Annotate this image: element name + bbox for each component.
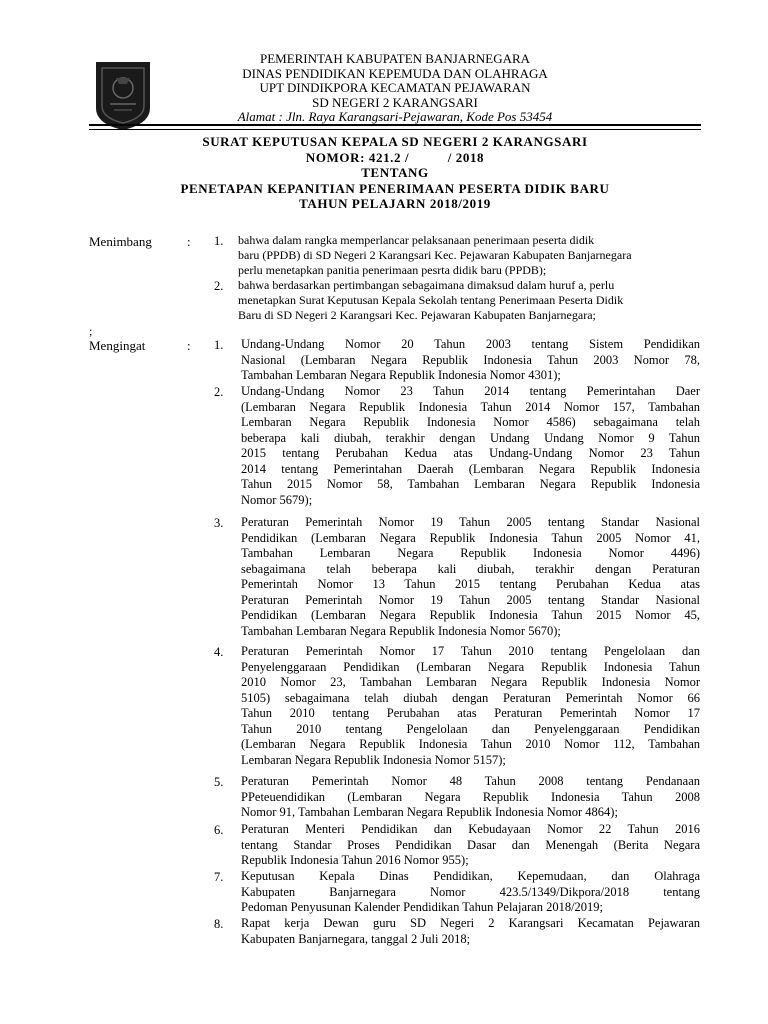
mengingat-line: Nasional (Lembaran Negara Republik Indonesia Tahun 2003 Nomor 78,: [241, 352, 700, 367]
mengingat-label: Mengingat: [89, 338, 146, 353]
mengingat-item: [241, 337, 700, 384]
menimbang-label: Menimbang: [89, 234, 152, 249]
menimbang-line: Baru di SD Negeri 2 Karangsari Kec. Pejawaran Kabupaten Banjarnegara;: [238, 308, 596, 322]
mengingat-line: (Lembaran Negara Republik Indonesia Tahun 2010 Nomor 112, Tambahan: [241, 737, 700, 751]
mengingat-item-number: 3.: [214, 516, 224, 530]
mengingat-item-number: 7.: [214, 870, 224, 884]
mengingat-line: PPeteuendidikan (Lembaran Negara Republik Indonesia Tahun 2008: [241, 789, 700, 804]
mengingat-line: Lembaran Negara Republik Indonesia Nomor 4586) sebagaimana telah: [241, 415, 700, 429]
mengingat-item: [241, 869, 700, 916]
mengingat-line: Tahun 2015 Nomor 58, Tambahan Lembaran Negara Republik Indonesia: [241, 477, 700, 491]
mengingat-line: Nomor 91, Tambahan Lembaran Negara Republik Indonesia Nomor 4864);: [241, 805, 618, 819]
mengingat-line: 2014 tentang Pemerintahan Daerah (Lembaran Negara Republik Indonesia: [241, 461, 700, 476]
mengingat-line: Undang-Undang Nomor 23 Tahun 2014 tentang Pemerintahan Daer: [241, 384, 700, 398]
mengingat-line: Kabupaten Banjarnegara, tanggal 2 Juli 2018;: [241, 931, 471, 946]
mengingat-line: Lembaran Negara Republik Indonesia Nomor 5157);: [241, 752, 506, 767]
decree-year: TAHUN PELAJARN 2018/2019: [299, 196, 491, 211]
mengingat-line: Penyelenggaraan Pendidikan (Lembaran Negara Republik Indonesia Tahun: [241, 659, 700, 674]
menimbang-line: baru (PPDB) di SD Negeri 2 Karangsari Kec. Pejawaran Kabupaten Banjarnegara: [238, 248, 632, 262]
mengingat-line: Pendidikan (Lembaran Negara Republik Indonesia Tahun 2005 Nomor 41,: [241, 530, 700, 545]
mengingat-line: Tambahan Lembaran Negara Republik Indonesia Nomor 5670);: [241, 623, 561, 638]
letterhead-upt: UPT DINDIKPORA KECAMATAN PEJAWARAN: [259, 80, 531, 95]
mengingat-line: Rapat kerja Dewan guru SD Negeri 2 Karangsari Kecamatan Pejawaran: [241, 916, 700, 930]
mengingat-line: Peraturan Pemerintah Nomor 48 Tahun 2008 tentang Pendanaan: [241, 774, 700, 788]
decree-title: [89, 134, 701, 212]
mengingat-item: [241, 774, 700, 821]
mengingat-line: Republik Indonesia Tahun 2016 Nomor 955);: [241, 853, 469, 867]
menimbang-item: [238, 233, 700, 278]
mengingat-item-number: 1.: [214, 338, 224, 352]
mengingat-line: Keputusan Kepala Dinas Pendidikan, Kepemudaan, dan Olahraga: [241, 869, 700, 883]
mengingat-line: Peraturan Pemerintah Nomor 19 Tahun 2005 tentang Standar Nasional: [241, 515, 700, 529]
letterhead-government: PEMERINTAH KABUPATEN BANJARNEGARA: [259, 51, 531, 66]
mengingat-item: [241, 916, 700, 947]
mengingat-line: tentang Standar Proses Pendidikan Dasar dan Menengah (Berita Negara: [241, 837, 700, 852]
menimbang-line: bahwa dalam rangka memperlancar pelaksanaan penerimaan peserta didik: [238, 233, 595, 247]
menimbang-item: [238, 278, 700, 323]
menimbang-colon: :: [187, 234, 191, 249]
menimbang-line: bahwa berdasarkan pertimbangan sebagaimana dimaksud dalam huruf a, perlu: [238, 278, 615, 292]
mengingat-line: Peraturan Pemerintah Nomor 17 Tahun 2010 tentang Pengelolaan dan: [241, 644, 700, 658]
mengingat-item-number: 6.: [214, 823, 224, 837]
decree-number: NOMOR: 421.2 / / 2018: [305, 149, 485, 165]
mengingat-line: Pemerintah Nomor 13 Tahun 2015 tentang Perubahan Kedua atas: [241, 577, 700, 591]
mengingat-item: [241, 384, 700, 508]
mengingat-line: (Lembaran Negara Republik Indonesia Tahun 2014 Nomor 157, Tambahan: [241, 399, 700, 414]
decree-subject: PENETAPAN KEPANITIAN PENERIMAAN PESERTA DIDIK BARU: [180, 180, 610, 196]
mengingat-item-number: 2.: [214, 385, 224, 399]
letterhead-divider-thin: [89, 129, 701, 130]
letterhead-divider-thick: [89, 124, 701, 126]
menimbang-line: menetapkan Surat Keputusan Kepala Sekolah tentang Penerimaan Peserta Didik: [238, 293, 624, 307]
decree-title-line: SURAT KEPUTUSAN KEPALA SD NEGERI 2 KARANGSARI: [202, 134, 588, 149]
menimbang-line: perlu menetapkan panitia penerimaan pesrta didik baru (PPDB);: [238, 263, 547, 277]
mengingat-line: Pedoman Penyusunan Kalender Pendidikan Tahun Pelajaran 2018/2019;: [241, 900, 604, 914]
mengingat-line: 2010 Nomor 23, Tambahan Lembaran Negara Republik Indonesia Nomor: [241, 675, 700, 689]
mengingat-line: 2015 tentang Perubahan Kedua atas Undang-Undang Nomor 23 Tahun: [241, 446, 700, 460]
mengingat-line: beberapa kali diubah, terakhir dengan Undang Undang Nomor 9 Tahun: [241, 430, 700, 445]
mengingat-line: Tambahan Lembaran Negara Republik Indonesia Nomor 4496): [241, 546, 700, 560]
mengingat-item-number: 8.: [214, 917, 224, 931]
mengingat-line: Tahun 2010 tentang Perubahan atas Peraturan Pemerintah Nomor 17: [241, 706, 700, 720]
mengingat-item: [241, 822, 700, 869]
mengingat-line: Peraturan Menteri Pendidikan dan Kebudayaan Nomor 22 Tahun 2016: [241, 822, 700, 836]
menimbang-item-number: 1.: [214, 234, 224, 248]
mengingat-line: Tahun 2010 tentang Pengelolaan dan Penyelenggaraan Pendidikan: [241, 721, 700, 736]
mengingat-line: Tambahan Lembaran Negara Republik Indonesia Nomor 4301);: [241, 368, 561, 382]
mengingat-item-number: 5.: [214, 775, 224, 789]
letterhead: [160, 52, 630, 125]
mengingat-item-number: 4.: [214, 645, 224, 659]
mengingat-line: Nomor 5679);: [241, 492, 313, 507]
mengingat-line: 5105) sebagaimana telah diubah dengan Peraturan Pemerintah Nomor 66: [241, 690, 700, 705]
letterhead-address: Alamat : Jln. Raya Karangsari-Pejawaran, Kode Pos 53454: [237, 109, 553, 124]
letterhead-department: DINAS PENDIDIKAN KEPEMUDA DAN OLAHRAGA: [242, 65, 548, 81]
mengingat-colon: :: [187, 338, 191, 353]
mengingat-item: [241, 515, 700, 639]
mengingat-line: Peraturan Pemerintah Nomor 19 Tahun 2005 tentang Standar Nasional: [241, 592, 700, 607]
mengingat-item: [241, 644, 700, 768]
menimbang-item-number: 2.: [214, 279, 224, 293]
mengingat-line: Undang-Undang Nomor 20 Tahun 2003 tentang Sistem Pendidikan: [241, 337, 700, 351]
regency-emblem-logo: [92, 58, 154, 132]
decree-tentang: TENTANG: [361, 165, 429, 180]
mengingat-line: sebagaimana telah beberapa kali diubah, terakhir dengan Peraturan: [241, 561, 700, 576]
mengingat-line: Pendidikan (Lembaran Negara Republik Indonesia Tahun 2015 Nomor 45,: [241, 608, 700, 622]
letterhead-school: SD NEGERI 2 KARANGSARI: [312, 94, 478, 110]
mengingat-line: Kabupaten Banjarnegara Nomor 423.5/1349/Dikpora/2018 tentang: [241, 884, 700, 899]
stray-semicolon: ;: [89, 324, 93, 338]
